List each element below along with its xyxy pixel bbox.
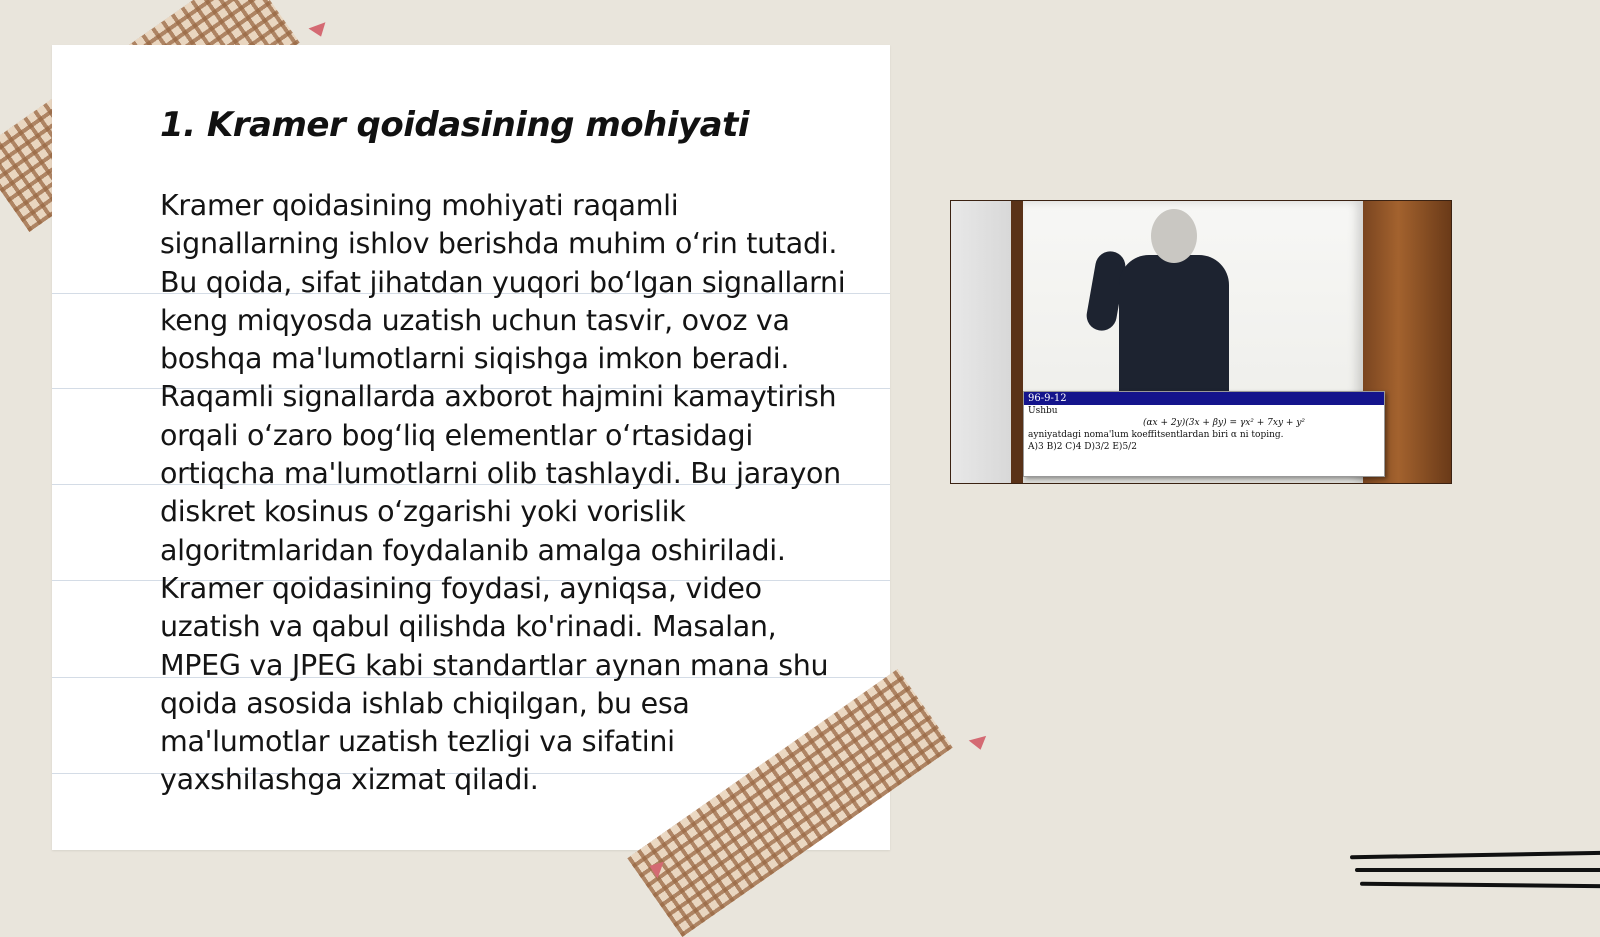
photo-wall-panel xyxy=(951,201,1011,483)
problem-caption xyxy=(1023,391,1385,477)
caption-intro: Ushbu xyxy=(1028,406,1058,416)
teacher-head xyxy=(1151,209,1197,263)
decorative-line xyxy=(1350,851,1600,860)
slide-body-text: Kramer qoidasining mohiyati raqamli signallarning ishlov berishda muhim o‘rin tutadi. Bu qoida, sifat jihatdan yuqori bo‘lgan signallarni keng miqyosda uzatish uchun tasvir, ovoz va boshqa ma'lumotlarni siqishga imkon beradi. Raqamli signallarda axborot hajmini kamaytirish orqali o‘zaro bog‘liq elementlar o‘rtasidagi ortiqcha ma'lumotlarni olib tashlaydi. Bu jarayon diskret kosinus o‘zgarishi yoki vorislik algoritmlaridan foydalanib amalga oshiriladi. Kramer qoidasining foydasi, ayniqsa, video uzatish va qabul qilishda ko'rinadi. Masalan, MPEG va JPEG kabi standartlar aynan mana shu qoida asosida ishlab chiqilgan, bu esa ma'lumotlar uzatish tezligi va sifatini yaxshilashga xizmat qiladi. xyxy=(160,189,846,797)
teacher-figure xyxy=(1119,255,1229,405)
slide-heading: 1. Kramer qoidasining mohiyati xyxy=(160,105,749,145)
decorative-line xyxy=(1360,882,1600,889)
notebook-paper xyxy=(52,45,890,850)
pin-icon xyxy=(308,22,329,39)
pin-icon xyxy=(969,736,989,752)
caption-equation: (αx + 2y)(3x + βy) = γx² + 7xy + y² xyxy=(1142,418,1306,428)
caption-question: ayniyatdagi noma'lum koeffitsentlardan biri α ni toping. xyxy=(1028,430,1284,440)
caption-id: 96-9-12 xyxy=(1024,392,1384,405)
lecture-photo xyxy=(950,200,1452,484)
decorative-line xyxy=(1355,868,1600,872)
caption-options: A)3 B)2 C)4 D)3/2 E)5/2 xyxy=(1028,442,1137,452)
